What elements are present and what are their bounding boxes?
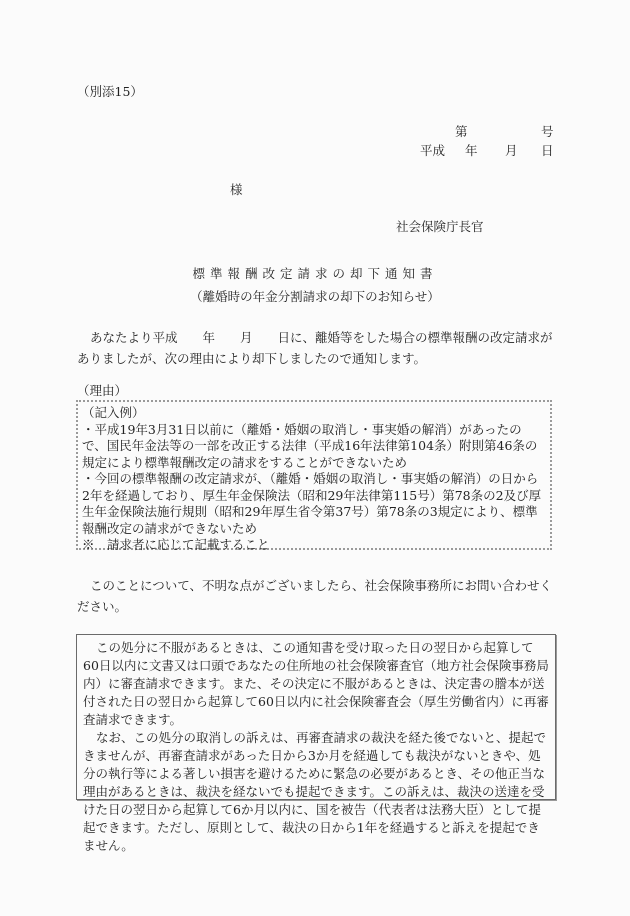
intro-paragraph: あなたより平成 年 月 日に、離婚等をした場合の標準報酬の改定請求がありましたが、次の理由により却下しましたので通知します。: [77, 330, 553, 366]
date-era: 平成: [420, 143, 446, 158]
document-title: 標準報酬改定請求の却下通知書: [192, 266, 438, 281]
example-label: （記入例）: [82, 405, 145, 420]
contact-paragraph: このことについて、不明な点がございましたら、社会保険事務所にお問い合わせください。: [77, 578, 553, 614]
addressee-suffix: 様: [230, 182, 243, 197]
reason-box: [76, 400, 552, 550]
reason-label: （理由）: [77, 383, 128, 398]
appeal-paragraph: なお、この処分の取消しの訴えは、再審査請求の裁決を経た後でないと、提起できませんが、再審査請求があった日から3か月を経過しても裁決がないときや、処分の執行等による著しい損害を避けるために緊急の必要があるとき、その他正当な理由があるときは、裁決を経ないでも提起できます。この訴えは、裁決の送達を受けた日の翌日から起算して6か月以内に、国を被告（代表者は法務大臣）として提起できます。ただし、原則として、裁決の日から1年を経過すると訴えを提起できません。: [83, 730, 547, 853]
document-subtitle: （離婚時の年金分割請求の却下のお知らせ）: [190, 289, 440, 304]
date-day: 日: [541, 143, 554, 158]
number-suffix: 号: [541, 124, 554, 139]
reason-note: ※ 請求者に応じて記載すること: [82, 537, 270, 552]
annex-label: （別添15）: [77, 84, 143, 99]
reason-item: ・今回の標準報酬の改定請求が、（離婚・婚姻の取消し・事実婚の解消）の日から2年を経過しており、厚生年金保険法（昭和29年法律第115号）第78条の2及び厚生年金保険法施行規則（昭和29年厚生省令第37号）第78条の3規定により、標準報酬改定の請求ができないため: [82, 471, 542, 536]
number-prefix: 第: [455, 124, 468, 139]
appeal-paragraph: この処分に不服があるときは、この通知書を受け取った日の翌日から起算して60日以内に文書又は口頭であなたの住所地の社会保険審査官（地方社会保険事務局内）に審査請求できます。また、その決定に不服があるときは、決定書の謄本が送付された日の翌日から起算して60日以内に社会保険審査会（厚生労働省内）に再審査請求できます。: [83, 640, 549, 727]
issuer-name: 社会保険庁長官: [396, 219, 484, 234]
date-month: 月: [505, 143, 518, 158]
reason-item: ・平成19年3月31日以前に（離婚・婚姻の取消し・事実婚の解消）があったので、国民年金法等の一部を改正する法律（平成16年法律第104条）附則第46条の規定により標準報酬改定の請求をすることができないため: [82, 421, 538, 470]
appeal-notice-box: [76, 634, 556, 853]
date-year: 年: [465, 143, 478, 158]
